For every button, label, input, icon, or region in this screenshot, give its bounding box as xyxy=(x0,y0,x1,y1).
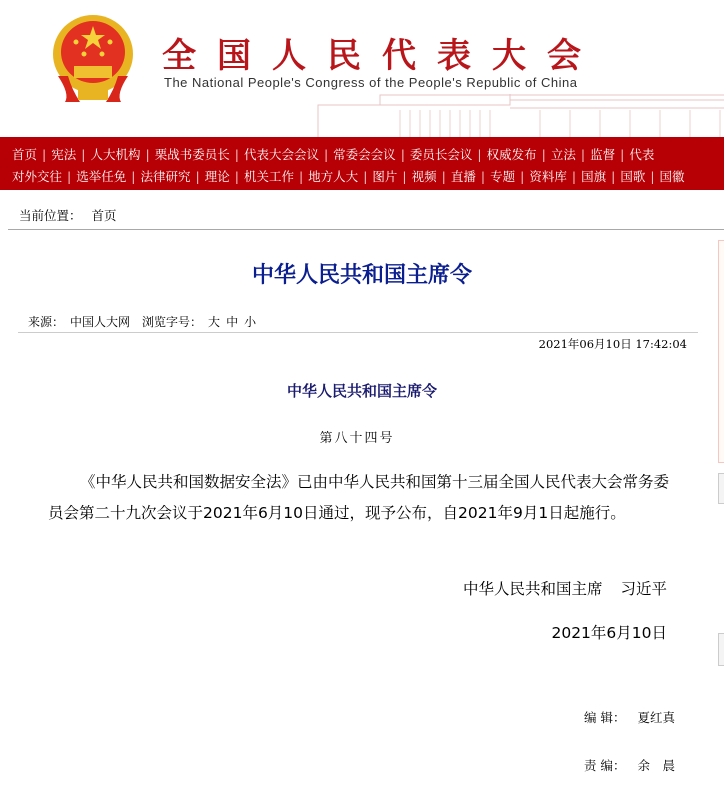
divider xyxy=(18,332,698,333)
nav-link[interactable]: 常委会会议 xyxy=(333,147,396,162)
nav-link[interactable]: 宪法 xyxy=(51,147,77,162)
nav-link[interactable]: 选举任免 xyxy=(76,169,127,184)
nav-link[interactable]: 监督 xyxy=(590,147,616,162)
nav-separator: | xyxy=(42,146,47,162)
nav-link[interactable]: 人大机构 xyxy=(90,147,141,162)
nav-separator: | xyxy=(620,146,625,162)
divider xyxy=(8,229,724,230)
breadcrumb-label: 当前位置： xyxy=(19,208,82,223)
nav-link[interactable]: 立法 xyxy=(550,147,576,162)
nav-row-1 xyxy=(12,143,724,165)
chief-editor-name: 余 晨 xyxy=(637,758,675,773)
sign-date: 2021年6月10日 xyxy=(551,624,667,642)
nav-separator: | xyxy=(650,168,655,184)
nav-link[interactable]: 国旗 xyxy=(581,169,607,184)
font-small-button[interactable]: 小 xyxy=(244,315,257,329)
nav-link[interactable]: 直播 xyxy=(450,169,476,184)
font-large-button[interactable]: 大 xyxy=(208,315,221,329)
article-body: 《中华人民共和国数据安全法》已由中华人民共和国第十三届全国人民代表大会常务委员会第二十九次会议于2021年6月10日通过，现予公布，自2021年9月1日起施行。 xyxy=(48,473,670,522)
great-hall-illustration xyxy=(310,90,724,137)
nav-link[interactable]: 代表 xyxy=(629,147,655,162)
nav-separator: | xyxy=(541,146,546,162)
nav-link[interactable]: 代表大会会议 xyxy=(243,147,319,162)
nav-link[interactable]: 国歌 xyxy=(620,169,646,184)
chief-editor xyxy=(584,756,675,774)
article-meta xyxy=(28,313,262,330)
site-title-en: The National People's Congress of the People's Republic of China xyxy=(164,75,578,90)
nav-link[interactable]: 委员长会议 xyxy=(409,147,473,162)
editor-name: 夏红真 xyxy=(637,710,675,725)
nav-separator: | xyxy=(145,146,150,162)
nav-link[interactable]: 机关工作 xyxy=(243,169,294,184)
nav-link[interactable]: 法律研究 xyxy=(140,169,191,184)
page-title: 中华人民共和国主席令 xyxy=(251,262,472,288)
nav-link[interactable]: 专题 xyxy=(490,169,516,184)
nav-separator: | xyxy=(234,168,239,184)
nav-separator: | xyxy=(520,168,525,184)
signer-title: 中华人民共和国主席 xyxy=(462,580,603,598)
nav-separator: | xyxy=(441,168,446,184)
nav-link[interactable]: 地方人大 xyxy=(308,169,359,184)
nav-separator: | xyxy=(298,168,304,184)
side-button[interactable] xyxy=(718,473,724,504)
editor-label: 编 辑： xyxy=(584,710,626,725)
nav-separator: | xyxy=(480,168,486,184)
nav-separator: | xyxy=(131,168,136,184)
nav-link[interactable]: 权威发布 xyxy=(486,147,537,162)
editor xyxy=(584,708,675,726)
site-title-cn: 全国人民代表大会 xyxy=(162,36,602,76)
nav-separator: | xyxy=(363,168,368,184)
chief-editor-label: 责 编： xyxy=(584,758,626,773)
source-label: 来源： xyxy=(28,315,65,329)
nav-separator: | xyxy=(571,168,577,184)
nav-link[interactable]: 资料库 xyxy=(529,169,567,184)
nav-separator: | xyxy=(580,146,586,162)
national-emblem-icon xyxy=(50,14,136,102)
nav-separator: | xyxy=(195,168,200,184)
nav-link[interactable]: 国徽 xyxy=(659,169,685,184)
nav-separator: | xyxy=(67,168,72,184)
nav-link[interactable]: 视频 xyxy=(411,169,437,184)
breadcrumb-home-link[interactable]: 首页 xyxy=(91,208,117,223)
main-nav xyxy=(0,137,724,190)
nav-separator: | xyxy=(81,146,86,162)
nav-link[interactable]: 栗战书委员长 xyxy=(154,147,230,162)
nav-separator: | xyxy=(611,168,616,184)
nav-link[interactable]: 首页 xyxy=(12,147,38,162)
site-header xyxy=(0,0,724,137)
article-subtitle: 中华人民共和国主席令 xyxy=(286,382,437,400)
breadcrumb xyxy=(19,206,127,224)
nav-separator: | xyxy=(402,168,407,184)
nav-row-2 xyxy=(12,165,724,187)
fontsize-label: 浏览字号： xyxy=(142,315,203,329)
publish-datetime: 2021年06月10日 17:42:04 xyxy=(538,337,687,351)
side-button[interactable] xyxy=(718,633,724,666)
signer-name: 习近平 xyxy=(620,580,667,598)
decree-number: 第八十四号 xyxy=(319,431,395,446)
side-panel[interactable] xyxy=(718,240,724,463)
nav-separator: | xyxy=(234,146,239,162)
nav-link[interactable]: 图片 xyxy=(372,169,398,184)
nav-link[interactable]: 对外交往 xyxy=(12,169,63,184)
source-value: 中国人大网 xyxy=(70,315,131,329)
font-medium-button[interactable]: 中 xyxy=(226,315,239,329)
nav-link[interactable]: 理论 xyxy=(204,169,230,184)
signature xyxy=(463,577,667,599)
nav-separator: | xyxy=(477,146,482,162)
nav-separator: | xyxy=(400,146,405,162)
nav-separator: | xyxy=(323,146,329,162)
